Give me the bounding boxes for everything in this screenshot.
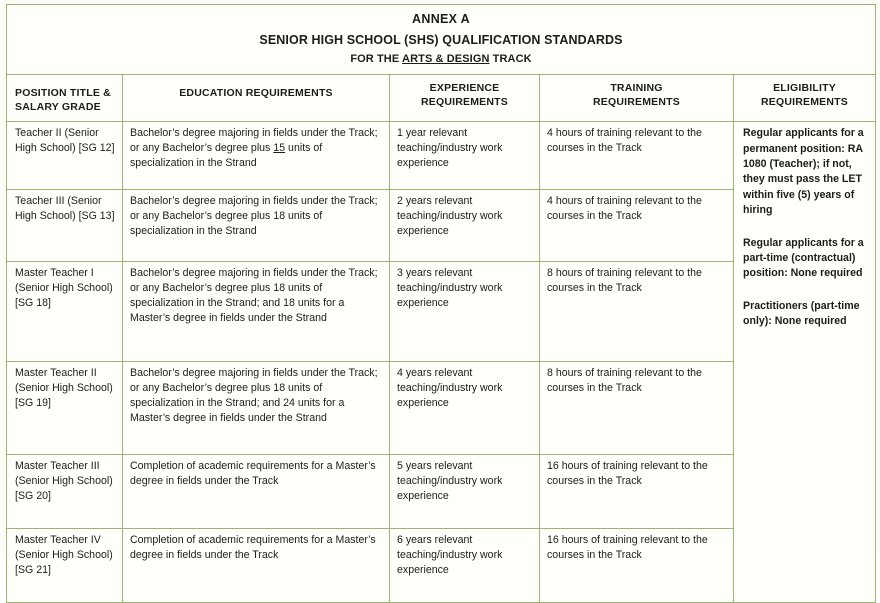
cell-education [123, 122, 390, 190]
cell-experience: 3 years relevant teaching/industry work experience [390, 262, 540, 362]
cell-experience: 6 years relevant teaching/industry work experience [390, 529, 540, 603]
cell-position: Teacher II (Senior High School) [SG 12] [7, 122, 123, 190]
column-header-position-line1: POSITION TITLE & [15, 87, 111, 99]
cell-education: Bachelor’s degree majoring in fields under the Track; or any Bachelor’s degree plus 18 units of specialization in the Strand; and 24 units for a Master’s degree in fields under the Strand [123, 362, 390, 455]
document-title-cell [7, 5, 876, 75]
track-subtitle [7, 53, 875, 65]
cell-education: Bachelor’s degree majoring in fields under the Track; or any Bachelor’s degree plus 18 units of specialization in the Strand; and 18 units for a Master’s degree in fields under the Strand [123, 262, 390, 362]
cell-training: 8 hours of training relevant to the courses in the Track [540, 362, 734, 455]
subtitle-prefix: FOR THE [350, 53, 403, 65]
education-text-pre: Bachelor’s degree majoring in fields under the Track; or any Bachelor’s degree plus [130, 127, 378, 155]
eligibility-paragraph-permanent: Regular applicants for a permanent position: RA 1080 (Teacher); if not, they must pass the LET within five (5) years of hiring [743, 127, 864, 217]
education-units-underlined: 15 [273, 142, 286, 155]
cell-position: Master Teacher IV (Senior High School) [SG 21] [7, 529, 123, 603]
cell-experience: 4 years relevant teaching/industry work experience [390, 362, 540, 455]
column-header-eligibility [734, 75, 876, 122]
column-header-eligibility-line2: REQUIREMENTS [761, 96, 848, 109]
cell-experience: 5 years relevant teaching/industry work experience [390, 455, 540, 529]
page-title: SENIOR HIGH SCHOOL (SHS) QUALIFICATION STANDARDS [259, 33, 623, 47]
column-header-experience-line1: EXPERIENCE [429, 82, 500, 94]
column-header-experience [390, 75, 540, 122]
eligibility-paragraph-parttime: Regular applicants for a part-time (contractual) position: None required [743, 236, 864, 280]
cell-education: Completion of academic requirements for a Master’s degree in fields under the Track [123, 529, 390, 603]
qualification-standards-table [6, 4, 876, 603]
subtitle-suffix: TRACK [489, 53, 532, 65]
column-header-position [7, 75, 123, 122]
cell-position: Master Teacher II (Senior High School) [SG 19] [7, 362, 123, 455]
eligibility-paragraph-practitioners: Practitioners (part-time only): None required [743, 299, 860, 327]
cell-training: 16 hours of training relevant to the courses in the Track [540, 529, 734, 603]
cell-training: 16 hours of training relevant to the courses in the Track [540, 455, 734, 529]
cell-education: Completion of academic requirements for a Master’s degree in fields under the Track [123, 455, 390, 529]
column-header-training-line2: REQUIREMENTS [593, 96, 680, 109]
cell-experience: 1 year relevant teaching/industry work experience [390, 122, 540, 190]
table-header-row [7, 75, 876, 122]
cell-position: Teacher III (Senior High School) [SG 13] [7, 190, 123, 262]
subtitle-track-name: ARTS & DESIGN [402, 53, 490, 65]
cell-position: Master Teacher I (Senior High School) [SG 18] [7, 262, 123, 362]
column-header-experience-line2: REQUIREMENTS [421, 96, 508, 109]
column-header-training [540, 75, 734, 122]
cell-experience: 2 years relevant teaching/industry work experience [390, 190, 540, 262]
cell-training: 4 hours of training relevant to the courses in the Track [540, 122, 734, 190]
education-text-post: units of specialization in the Strand [130, 142, 323, 170]
annex-label: ANNEX A [412, 12, 470, 26]
column-header-eligibility-line1: ELIGIBILITY [773, 82, 836, 94]
cell-eligibility [734, 122, 876, 603]
column-header-education-label: EDUCATION REQUIREMENTS [179, 87, 333, 99]
table-row [7, 122, 876, 190]
cell-position: Master Teacher III (Senior High School) [SG 20] [7, 455, 123, 529]
title-row [7, 5, 876, 75]
column-header-position-line2: SALARY GRADE [15, 101, 101, 114]
column-header-education [123, 75, 390, 122]
cell-training: 8 hours of training relevant to the courses in the Track [540, 262, 734, 362]
cell-training: 4 hours of training relevant to the courses in the Track [540, 190, 734, 262]
column-header-training-line1: TRAINING [610, 82, 663, 94]
cell-education: Bachelor’s degree majoring in fields under the Track; or any Bachelor’s degree plus 18 units of specialization in the Strand [123, 190, 390, 262]
